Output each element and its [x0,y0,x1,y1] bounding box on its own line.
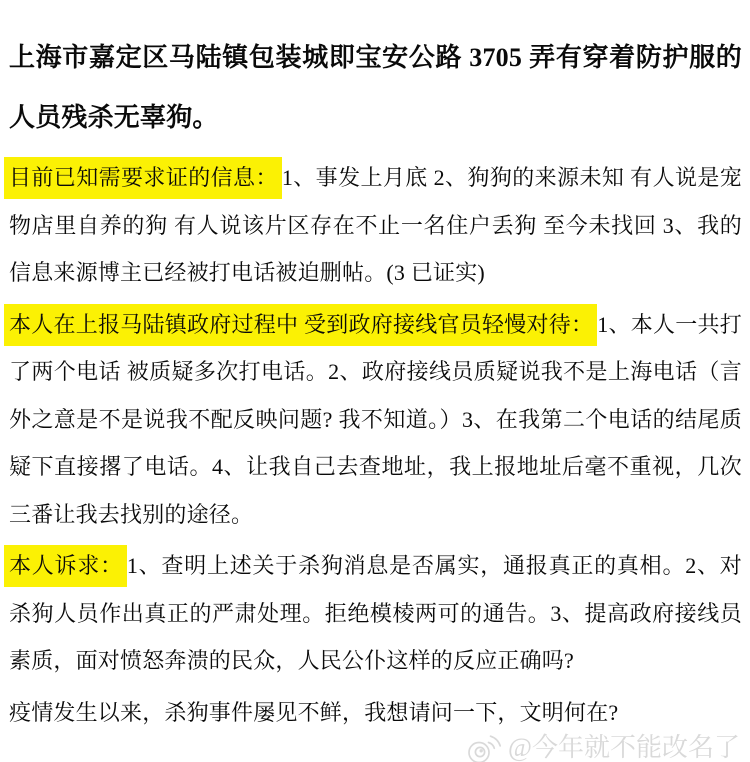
paragraph-demands-text: 1、查明上述关于杀狗消息是否属实，通报真正的真相。2、对杀狗人员作出真正的严肃处理。拒绝模棱两可的通告。3、提高政府接线员素质，面对愤怒奔溃的民众，人民公仆这样的反应正确吗? [9,553,742,673]
watermark [9,732,742,762]
highlight-demands: 本人诉求： [4,545,127,587]
highlight-government-report: 本人在上报马陆镇政府过程中 受到政府接线官员轻慢对待： [4,304,597,346]
paragraph-demands [9,542,742,685]
post-title: 上海市嘉定区马陆镇包装城即宝安公路 3705 弄有穿着防护服的人员残杀无辜狗。 [9,43,742,132]
weibo-logo-icon [466,732,502,762]
paragraph-closing [9,689,742,737]
paragraph-known-info-text: 1、事发上月底 2、狗狗的来源未知 有人说是宠物店里自养的狗 有人说该片区存在不止一名住户丢狗 至今未找回 3、我的信息来源博主已经被打电话被迫删帖。(3 已证实) [9,165,742,285]
paragraph-government-report [9,301,742,539]
paragraph-government-report-text: 1、本人一共打了两个电话 被质疑多次打电话。2、政府接线员质疑说我不是上海电话（言外之意是不是说我不配反映问题? 我不知道。）3、在我第二个电话的结尾质疑下直接撂了电话。4、让我自己去查地址，我上报地址后毫不重视，几次三番让我去找别的途径。 [9,311,743,527]
paragraph-known-info [9,154,742,297]
highlight-known-info: 目前已知需要求证的信息： [4,157,282,199]
paragraph-closing-text: 疫情发生以来，杀狗事件屡见不鲜，我想请问一下，文明何在? [9,699,619,725]
watermark-handle: @今年就不能改名了 [508,733,740,762]
